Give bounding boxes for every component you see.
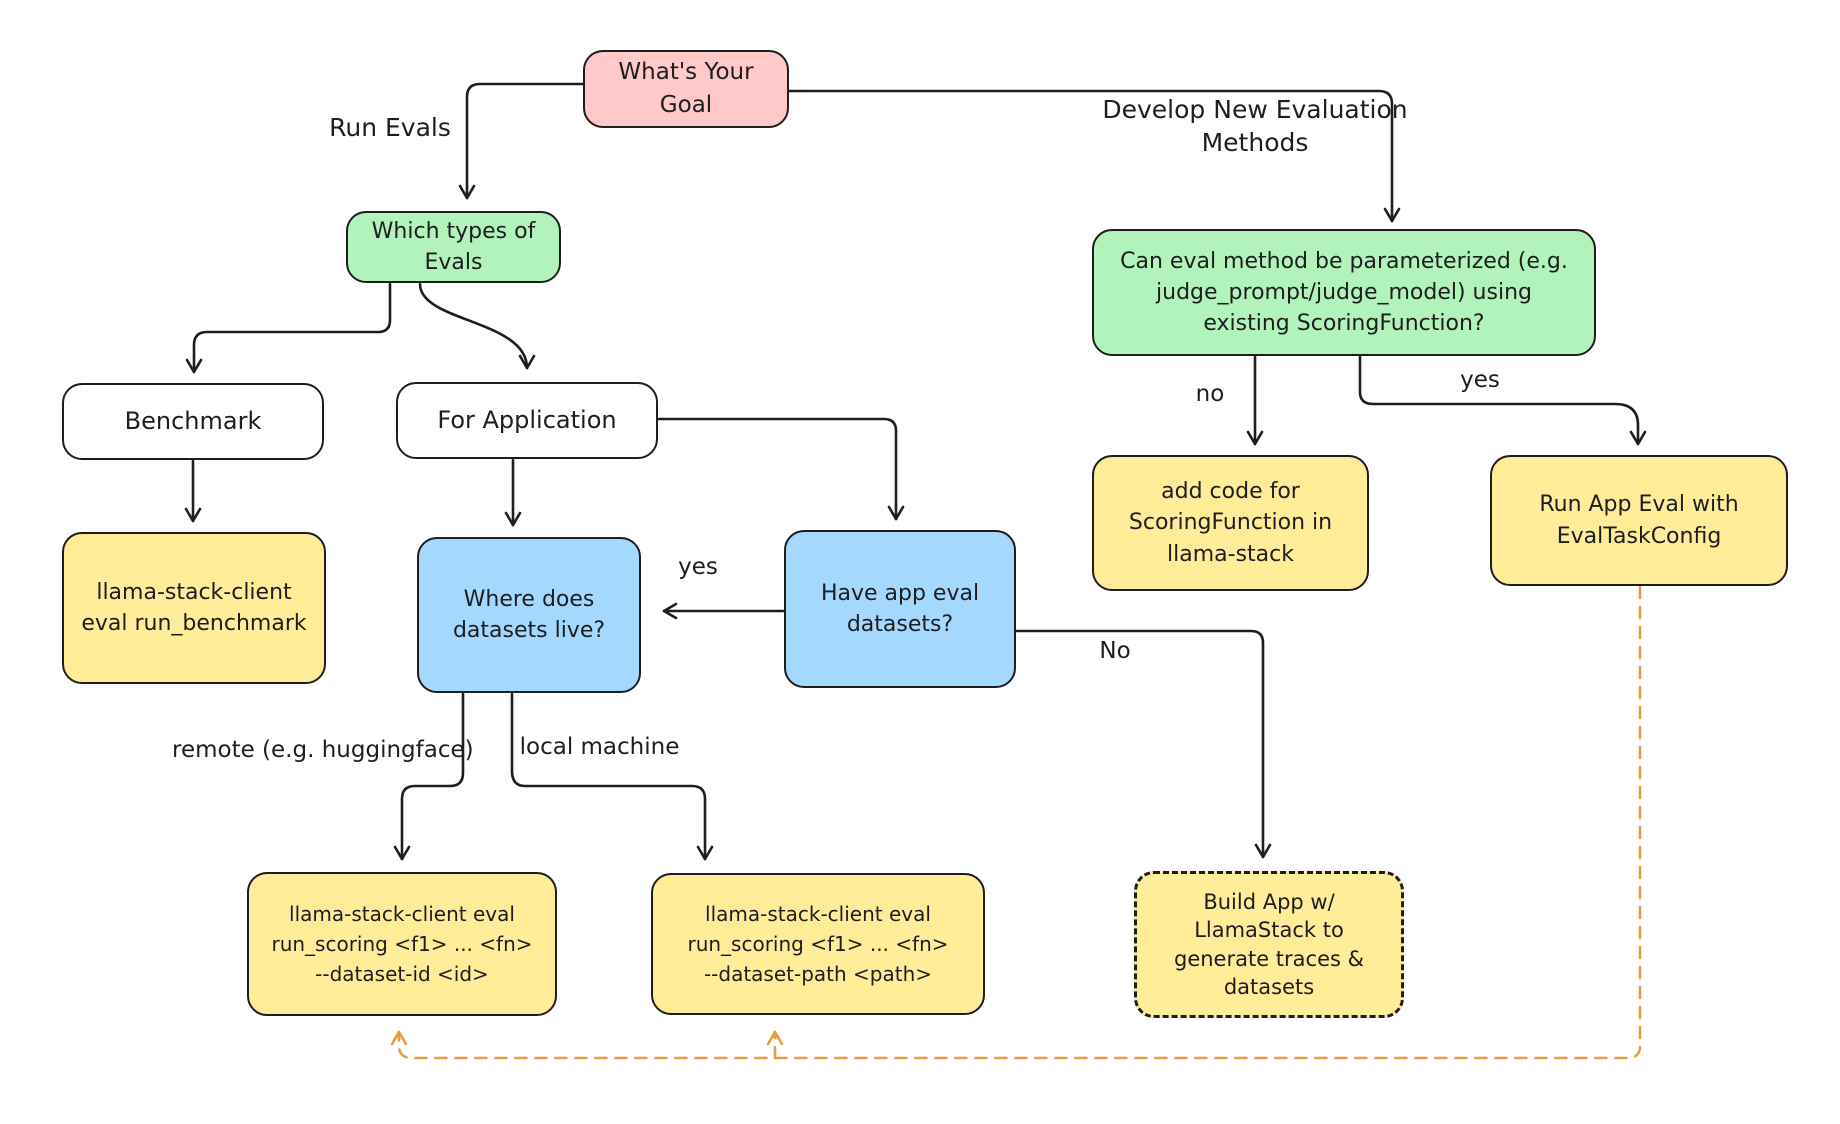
edge-where-datasets-local-to-run-scoring-path xyxy=(512,694,705,859)
node-build-app-line: datasets xyxy=(1223,974,1315,999)
node-add-code-line: llama-stack xyxy=(1167,541,1294,567)
node-run-scoring-id-line: --dataset-id <id> xyxy=(315,962,489,986)
edge-which-types-to-for-application xyxy=(420,284,527,368)
node-run-scoring-path-line: run_scoring <f1> ... <fn> xyxy=(687,932,949,956)
node-can-param-line: existing ScoringFunction? xyxy=(1203,311,1485,337)
node-have-datasets-line: datasets? xyxy=(846,612,954,637)
node-where-datasets-line: Where does xyxy=(463,586,595,612)
node-goal-line: What's Your xyxy=(618,59,754,86)
node-build-app-line: generate traces & xyxy=(1173,946,1364,971)
edge-label-yes-mid: yes xyxy=(678,554,718,580)
edge-label-develop-new-line: Develop New Evaluation xyxy=(1102,95,1408,124)
node-can-param-line: judge_prompt/judge_model) using xyxy=(1156,279,1532,305)
node-benchmark xyxy=(62,383,324,460)
edge-label-remote: remote (e.g. huggingface) xyxy=(172,737,474,763)
node-run-scoring-id-line: run_scoring <f1> ... <fn> xyxy=(271,932,533,956)
node-which-types-line: Which types of xyxy=(371,218,536,244)
node-add-code-line: ScoringFunction in xyxy=(1128,510,1333,536)
node-can-param-line: Can eval method be parameterized (e.g. xyxy=(1120,248,1568,274)
node-run-app-eval xyxy=(1490,455,1788,586)
node-run-scoring-path-line: llama-stack-client eval xyxy=(705,902,931,926)
node-run-scoring-path xyxy=(651,873,985,1015)
node-build-app xyxy=(1134,871,1404,1018)
edge-label-run-evals: Run Evals xyxy=(329,113,451,142)
node-goal xyxy=(583,50,789,128)
node-run-scoring-id-line: llama-stack-client eval xyxy=(289,902,515,926)
node-which-types xyxy=(346,211,561,283)
node-add-code xyxy=(1092,455,1369,591)
node-build-app-line: LlamaStack to xyxy=(1194,918,1344,943)
edge-for-application-to-have-datasets xyxy=(658,419,896,519)
node-add-code-line: add code for xyxy=(1161,479,1300,505)
node-benchmark-line: Benchmark xyxy=(124,407,262,436)
node-goal-line: Goal xyxy=(659,92,713,118)
node-can-param xyxy=(1092,229,1596,356)
node-run-scoring-id xyxy=(247,872,557,1016)
edge-label-develop-new xyxy=(1030,94,1480,159)
node-which-types-line: Evals xyxy=(424,250,483,275)
node-where-datasets xyxy=(417,537,641,693)
node-have-datasets-line: Have app eval xyxy=(820,580,980,606)
edge-label-yes-right: yes xyxy=(1460,367,1500,393)
node-run-app-eval-line: EvalTaskConfig xyxy=(1556,523,1722,549)
edge-where-datasets-remote-to-run-scoring-id xyxy=(402,694,463,859)
edge-label-develop-new-line: Methods xyxy=(1201,127,1309,157)
edge-label-no: no xyxy=(1195,381,1225,407)
node-run-app-eval-line: Run App Eval with xyxy=(1539,492,1739,518)
node-run-benchmark xyxy=(62,532,326,684)
node-where-datasets-line: datasets live? xyxy=(452,618,606,643)
node-run-benchmark-line: eval run_benchmark xyxy=(81,611,307,636)
node-have-datasets xyxy=(784,530,1016,688)
edge-label-local: local machine xyxy=(519,734,680,760)
node-run-benchmark-line: llama-stack-client xyxy=(96,579,292,605)
node-run-scoring-path-line: --dataset-path <path> xyxy=(703,962,933,986)
node-for-application-line: For Application xyxy=(437,406,617,435)
node-for-application xyxy=(396,382,658,459)
edge-label-no-cap: No xyxy=(1099,638,1131,664)
node-build-app-line: Build App w/ xyxy=(1203,889,1335,914)
edge-which-types-to-benchmark xyxy=(194,284,390,372)
